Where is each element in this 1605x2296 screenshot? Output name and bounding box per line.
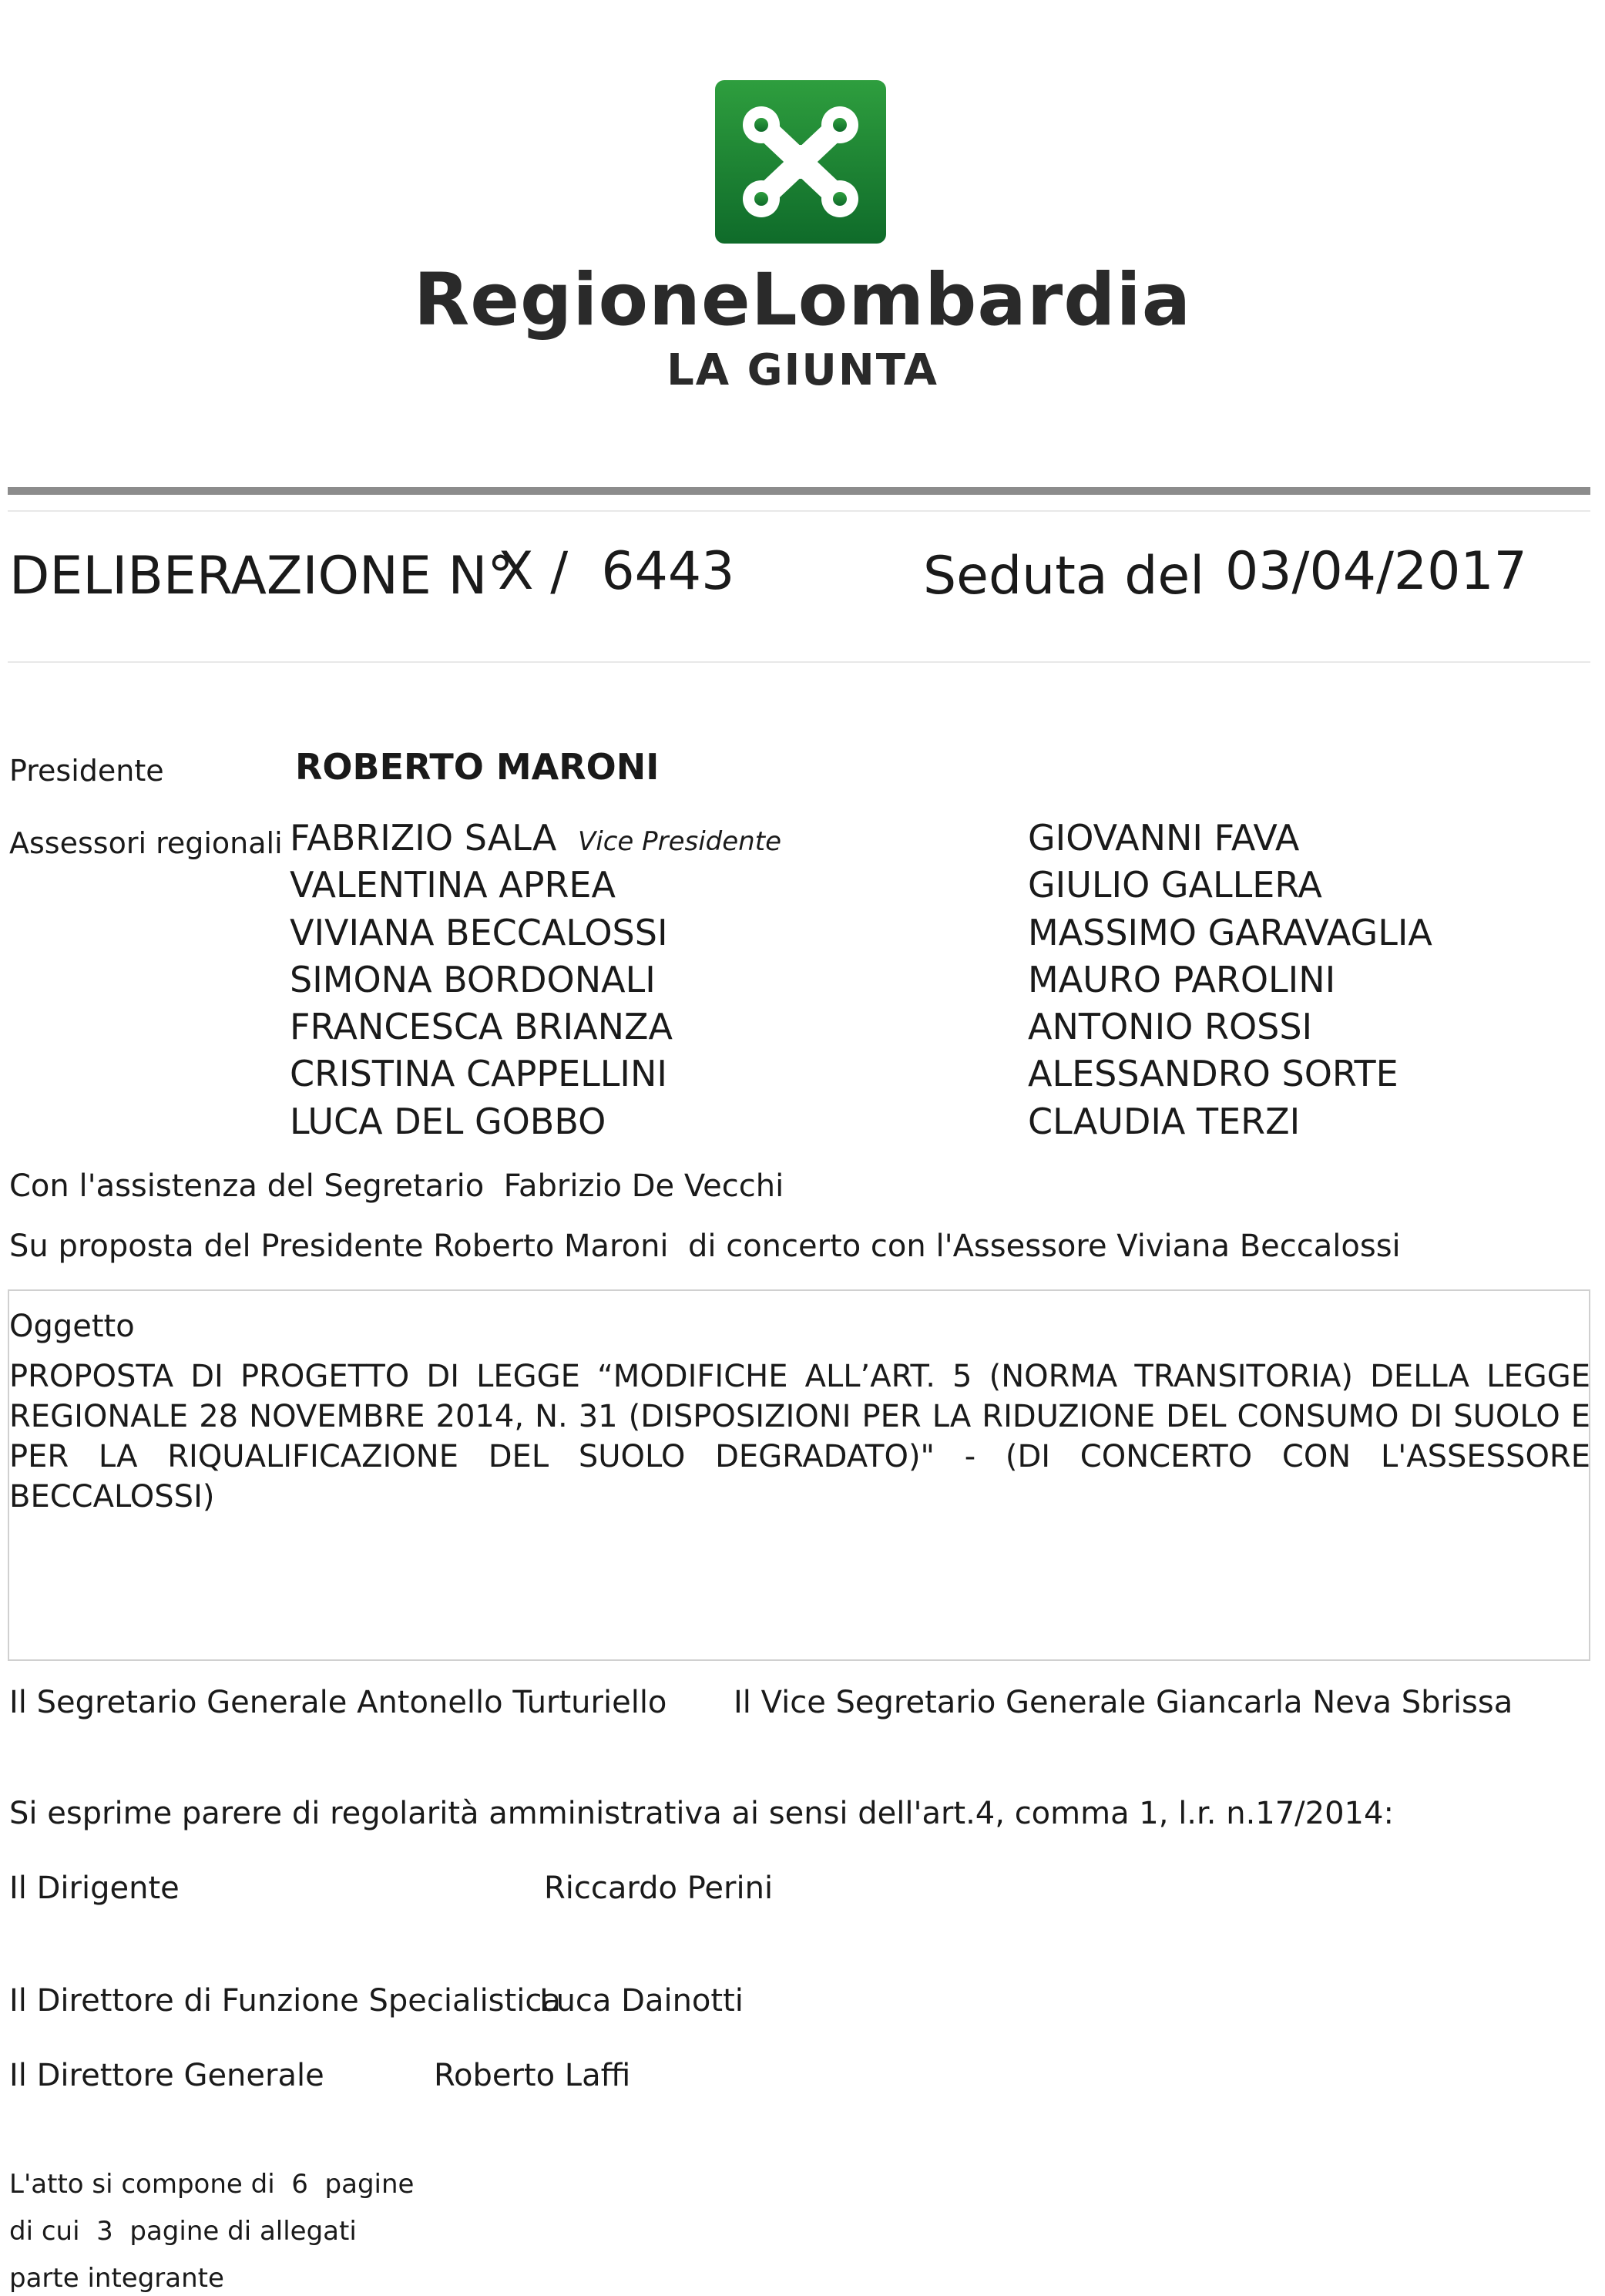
firma-name: Luca Dainotti	[539, 1983, 744, 2019]
firma-role: Il Direttore di Funzione Specialistica	[9, 1983, 561, 2019]
oggetto-text: PROPOSTA DI PROGETTO DI LEGGE “MODIFICHE ALL’ART. 5 (NORMA TRANSITORIA) DELLA LEGGE REGIONALE 28 NOVEMBRE 2014, N. 31 (DISPOSIZIONI PER LA RIDUZIONE DEL CONSUMO DI SUOLO E PER LA RIQUALIFICAZIONE DEL SUOLO DEGRADATO)" - (DI CONCERTO CON L'ASSESSORE BECCALOSSI)	[9, 1359, 1590, 1514]
deliberazione-number: X / 6443	[498, 541, 735, 602]
assessore-right: GIULIO GALLERA	[1028, 864, 1322, 906]
assessore-right: ANTONIO ROSSI	[1028, 1006, 1313, 1047]
segretario-generale: Il Segretario Generale Antonello Turturiello	[9, 1685, 667, 1720]
presidente-name: ROBERTO MARONI	[295, 746, 660, 788]
divider-thin	[8, 510, 1590, 512]
footer-pagine: L'atto si compone di 6 pagine	[9, 2169, 415, 2200]
assessori-label: Assessori regionali	[9, 826, 283, 860]
deliberazione-label: DELIBERAZIONE N°	[9, 546, 514, 607]
assessore-left: CRISTINA CAPPELLINI	[290, 1053, 667, 1094]
brand-name: RegioneLombardia	[413, 258, 1192, 342]
vice-presidente-label: Vice Presidente	[578, 826, 781, 857]
assessore-right: GIOVANNI FAVA	[1028, 817, 1300, 859]
firma-name: Roberto Laffi	[434, 2058, 631, 2093]
assessore-left: LUCA DEL GOBBO	[290, 1101, 606, 1142]
assessore-left: FRANCESCA BRIANZA	[290, 1006, 673, 1047]
proposta: Su proposta del Presidente Roberto Maroni di concerto con l'Assessore Viviana Beccalossi	[9, 1229, 1401, 1264]
divider-thin	[8, 661, 1590, 663]
oggetto-label: Oggetto	[9, 1309, 135, 1344]
presidente-label: Presidente	[9, 754, 164, 788]
brand-subtitle: LA GIUNTA	[667, 345, 938, 395]
assessore-left: VIVIANA BECCALOSSI	[290, 912, 668, 953]
firma-name: Riccardo Perini	[544, 1871, 774, 1906]
assessore-right: MAURO PAROLINI	[1028, 959, 1336, 1000]
parere-regolarita: Si esprime parere di regolarità amministrativa ai sensi dell'art.4, comma 1, l.r. n.17/2014:	[9, 1796, 1394, 1831]
assistenza-segretario: Con l'assistenza del Segretario Fabrizio De Vecchi	[9, 1168, 784, 1204]
seduta-label: Seduta del	[923, 546, 1205, 607]
header-divider	[8, 487, 1590, 495]
footer-parte-integrante: parte integrante	[9, 2263, 224, 2294]
vice-segretario-generale: Il Vice Segretario Generale Giancarla Neva Sbrissa	[734, 1685, 1513, 1720]
seduta-date: 03/04/2017	[1225, 541, 1527, 602]
firma-role: Il Dirigente	[9, 1871, 180, 1906]
rosa-camuna-icon	[715, 80, 886, 244]
assessore-right: MASSIMO GARAVAGLIA	[1028, 912, 1432, 953]
assessore-right: CLAUDIA TERZI	[1028, 1101, 1301, 1142]
assessore-left: VALENTINA APREA	[290, 864, 616, 906]
footer-allegati: di cui 3 pagine di allegati	[9, 2216, 357, 2247]
firma-role: Il Direttore Generale	[9, 2058, 324, 2093]
assessore-left: FABRIZIO SALA	[290, 817, 557, 859]
assessore-left: SIMONA BORDONALI	[290, 959, 656, 1000]
assessore-right: ALESSANDRO SORTE	[1028, 1053, 1398, 1094]
